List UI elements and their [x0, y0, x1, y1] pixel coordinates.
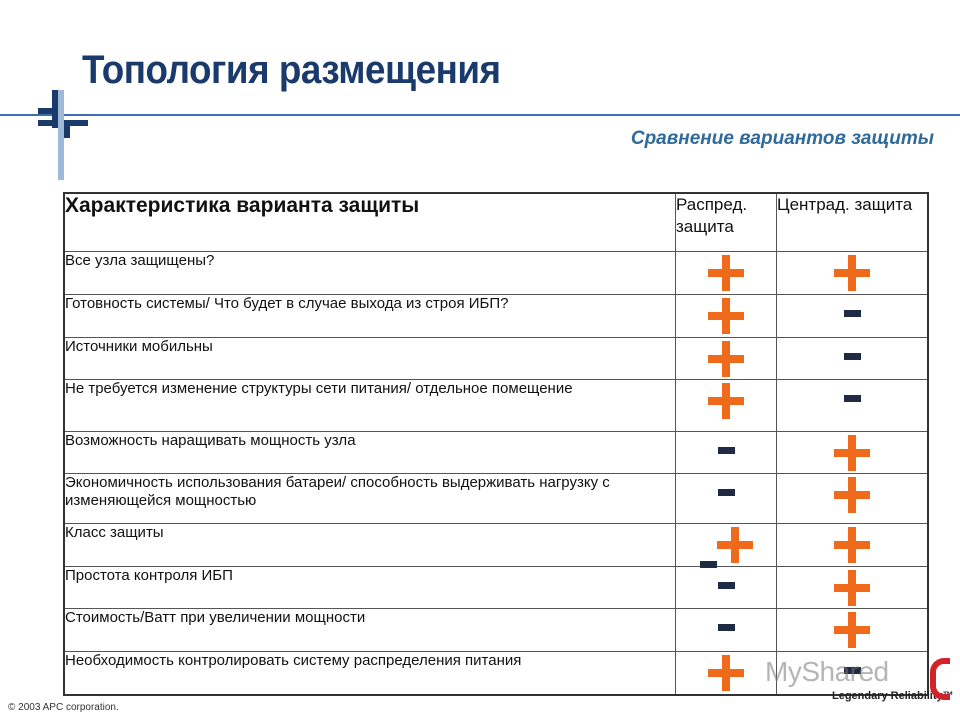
plus-icon — [708, 383, 744, 419]
minus-icon — [718, 489, 735, 496]
centralized-mark-cell — [777, 566, 929, 608]
row-label: Необходимость контролировать систему распределения питания — [64, 651, 676, 695]
row-label: Не требуется изменение структуры сети питания/ отдельное помещение — [64, 379, 676, 431]
minus-icon — [844, 353, 861, 360]
plus-icon — [708, 341, 744, 377]
centralized-mark-cell — [777, 251, 929, 294]
table-row — [64, 431, 928, 473]
brand-tagline: Legendary Reliability™ — [832, 690, 954, 702]
distributed-mark-cell — [676, 337, 777, 379]
watermark-logo: MyShared — [765, 656, 889, 687]
row-label: Все узла защищены? — [64, 251, 676, 294]
page-title: Топология размещения — [82, 48, 501, 92]
plus-icon — [834, 527, 870, 563]
plus-icon — [834, 435, 870, 471]
comparison-table — [63, 192, 929, 696]
plus-icon — [708, 298, 744, 334]
header-characteristic: Характеристика варианта защиты — [64, 193, 676, 251]
distributed-mark-cell — [676, 651, 777, 695]
centralized-mark-cell — [777, 294, 929, 337]
distributed-mark-cell — [676, 251, 777, 294]
minus-icon — [718, 447, 735, 454]
plus-icon — [717, 527, 753, 563]
distributed-mark-cell — [676, 608, 777, 651]
centralized-mark-cell — [777, 523, 929, 566]
minus-icon — [844, 310, 861, 317]
table-row — [64, 566, 928, 608]
header-distributed: Распред. защита — [676, 193, 777, 251]
centralized-mark-cell — [777, 379, 929, 431]
centralized-mark-cell — [777, 337, 929, 379]
distributed-mark-cell — [676, 523, 777, 566]
minus-icon — [718, 582, 735, 589]
row-label: Стоимость/Ватт при увеличении мощности — [64, 608, 676, 651]
table-row — [64, 379, 928, 431]
distributed-mark-cell — [676, 379, 777, 431]
row-label: Готовность системы/ Что будет в случае выхода из строя ИБП? — [64, 294, 676, 337]
plus-icon — [708, 655, 744, 691]
cross-logo-icon — [38, 90, 90, 180]
row-label: Источники мобильны — [64, 337, 676, 379]
table-row — [64, 294, 928, 337]
distributed-mark-cell — [676, 431, 777, 473]
centralized-mark-cell — [777, 431, 929, 473]
centralized-mark-cell — [777, 608, 929, 651]
distributed-mark-cell — [676, 294, 777, 337]
distributed-mark-cell — [676, 473, 777, 523]
subtitle: Сравнение вариантов защиты — [630, 128, 934, 149]
row-label: Возможность наращивать мощность узла — [64, 431, 676, 473]
row-label: Простота контроля ИБП — [64, 566, 676, 608]
header-centralized: Центрад. защита — [777, 193, 929, 251]
copyright-footer: © 2003 APC corporation. — [8, 702, 119, 713]
brand-logo-icon — [930, 658, 950, 700]
distributed-mark-cell — [676, 566, 777, 608]
plus-icon — [708, 255, 744, 291]
plus-icon — [834, 570, 870, 606]
table-row — [64, 337, 928, 379]
centralized-mark-cell — [777, 473, 929, 523]
plus-icon — [834, 255, 870, 291]
minus-icon — [844, 395, 861, 402]
row-label: Класс защиты — [64, 523, 676, 566]
table-row — [64, 251, 928, 294]
table-row — [64, 473, 928, 523]
title-divider — [0, 114, 960, 116]
plus-icon — [834, 612, 870, 648]
table-row — [64, 523, 928, 566]
table-row — [64, 608, 928, 651]
row-label: Экономичность использования батареи/ способность выдерживать нагрузку с изменяющейся мощностью — [64, 473, 676, 523]
plus-icon — [834, 477, 870, 513]
minus-icon — [718, 624, 735, 631]
table-header-row — [64, 193, 928, 251]
